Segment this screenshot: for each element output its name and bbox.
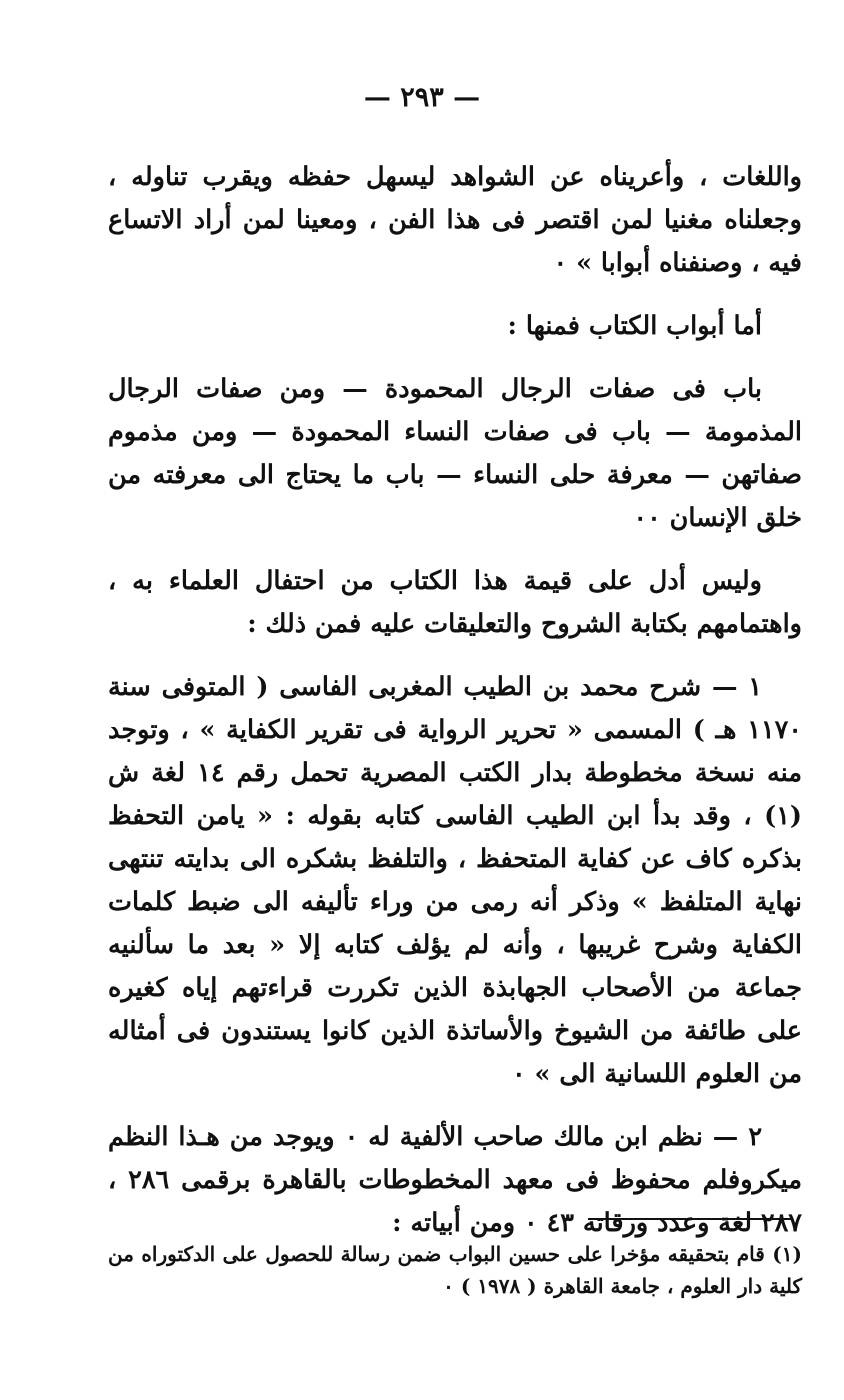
paragraph-intro-continuation: واللغات ، وأعريناه عن الشواهد ليسهل حفظه ويقرب تناوله ، وجعلناه مغنيا لمن اقتصر فى هذا الفن ، ومعينا لمن أراد الاتساع فيه ، وصنفناه أبوابا » ٠ [108,162,802,278]
main-text [108,156,802,1245]
footnote-divider [588,1218,792,1220]
page-number: — ٢٩٣ — [363,82,481,113]
footnote-text: (١) قام بتحقيقه مؤخرا على حسين البواب ضمن رسالة للحصول على الدكتوراه من كلية دار العلوم ، جامعة القاهرة ( ١٩٧٨ ) ٠ [108,1242,802,1298]
paragraph-chapters-list: باب فى صفات الرجال المحمودة — ومن صفات الرجال المذمومة — باب فى صفات النساء المحمودة — ومن مذموم صفاتهن — معرفة حلى النساء — باب ما يحتاج الى معرفته من خلق الإنسان ٠٠ [108,374,802,533]
paragraph-commentary-2: ٢ — نظم ابن مالك صاحب الألفية له ٠ ويوجد من هـذا النظم ميكروفلم محفوظ فى معهد المخطوطات بالقاهرة برقمى ٢٨٦ ، ٢٨٧ لغة وعدد ورقاته ٤٣ ٠ ومن أبياته : [108,1122,803,1238]
footnote [108,1238,802,1302]
paragraph-commentaries-intro: وليس أدل على قيمة هذا الكتاب من احتفال العلماء به ، واهتمامهم بكتابة الشروح والتعليقات عليه فمن ذلك : [108,566,802,639]
paragraph-chapters-intro: أما أبواب الكتاب فمنها : [507,311,762,341]
paragraph-commentary-1: ١ — شرح محمد بن الطيب المغربى الفاسى ( المتوفى سنة ١١٧٠ هـ ) المسمى « تحرير الرواية فى تقرير الكفاية » ، وتوجد منه نسخة مخطوطة بدار الكتب المصرية تحمل رقم ١٤ لغة ش (١) ، وقد بدأ ابن الطيب الفاسى كتابه بقوله : « يامن التحفظ بذكره كاف عن كفاية المتحفظ ، والتلفظ بشكره الى بدايته تنتهى نهاية المتلفظ » وذكر أنه رمى من وراء تأليفه الى ضبط كلمات الكفاية وشرح غريبها ، وأنه لم يؤلف كتابه إلا « بعد ما سألنيه جماعة من الأصحاب الجهابذة الذين تكررت قراءتهم إياه كغيره على طائفة من الشيوخ والأساتذة الذين كانوا يستندون فى أمثاله من العلوم اللسانية الى » ٠ [108,672,802,1089]
